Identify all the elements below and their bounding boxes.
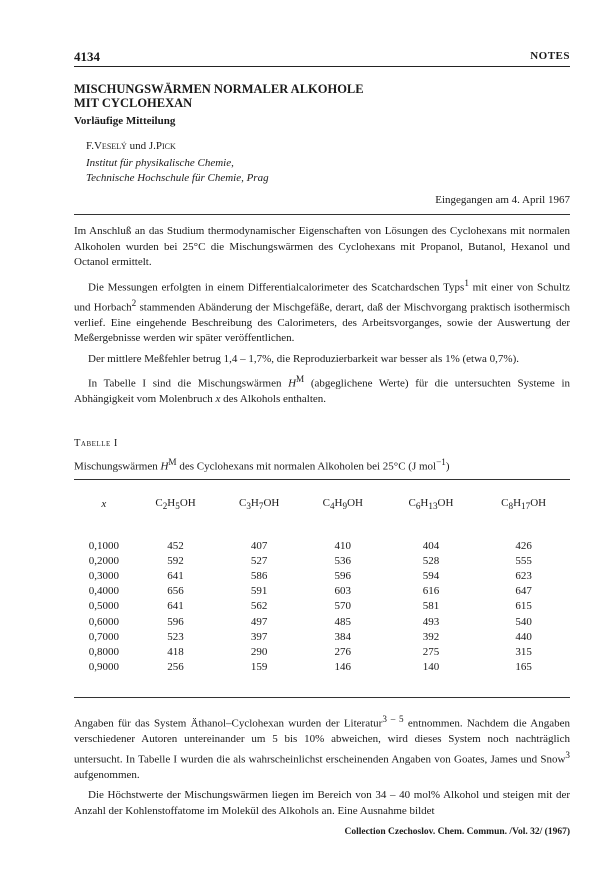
- affiliation-line-2: Technische Hochschule für Chemie, Prag: [86, 172, 269, 184]
- mole-fraction-cell: 0,2000: [88, 554, 119, 567]
- title-line-2: MIT CYCLOHEXAN: [74, 96, 193, 110]
- enthalpy-cell: 404: [422, 539, 440, 552]
- enthalpy-cell: 594: [422, 569, 440, 582]
- enthalpy-cell: 493: [422, 615, 440, 628]
- enthalpy-cell: 641: [167, 569, 184, 582]
- enthalpy-cell: 315: [515, 645, 532, 658]
- enthalpy-cell: 616: [422, 585, 440, 598]
- enthalpy-cell: 555: [515, 554, 532, 567]
- enthalpy-cell: 591: [250, 585, 268, 598]
- reference-marker: 1: [464, 277, 469, 288]
- mole-fraction-cell: 0,7000: [88, 630, 119, 643]
- enthalpy-cell: 276: [334, 645, 352, 658]
- enthalpy-cell: 623: [515, 569, 532, 582]
- table-body: [74, 520, 570, 675]
- column-header-alcohol: $C_3H_7OH$: [239, 496, 280, 512]
- article-title: [74, 82, 364, 110]
- enthalpy-cell: 586: [250, 569, 268, 582]
- mole-fraction-cell: 0,6000: [88, 615, 119, 628]
- paragraph-1: Im Anschluß an das Studium thermodynamischer Eigenschaften von Lösungen des Cyclohexans mit normalen Alkoholen wurden bei 25°C die Mischungswärmen des Cyclohexans mit Propanol, Butanol, Hexanol und Octanol ermittelt.: [74, 225, 570, 268]
- enthalpy-cell: 440: [515, 630, 532, 643]
- table-caption: Mischungswärmen $H^M$ des Cyclohexans mit normalen Alkoholen bei 25°C (J mol$^{-1}$): [74, 457, 450, 473]
- reference-marker: 3: [565, 749, 570, 760]
- table-row: [74, 584, 570, 599]
- table-row: [74, 553, 570, 568]
- page-header: [74, 48, 570, 67]
- enthalpy-cell: 536: [334, 554, 352, 567]
- column-header-alcohol: $C_8H_{17}OH$: [501, 496, 547, 512]
- author-2: J.Pick: [148, 140, 176, 152]
- divider: [74, 214, 570, 215]
- author-1: F.Veselý: [86, 140, 127, 152]
- table-label: Tabelle I: [74, 438, 118, 449]
- paragraph-6: Die Höchstwerte der Mischungswärmen liegen im Bereich von 34 – 40 mol% Alkohol und steigen mit der Anzahl der Kohlenstoffatome im Molekül des Alkohols an. Eine Ausnahme bildet: [74, 789, 570, 817]
- data-table: [74, 488, 570, 675]
- reference-marker: 2: [131, 297, 137, 308]
- table-row: [74, 614, 570, 629]
- enthalpy-cell: 523: [167, 630, 184, 643]
- table-row: [74, 644, 570, 659]
- enthalpy-cell: 452: [167, 539, 184, 552]
- enthalpy-cell: 603: [334, 585, 352, 598]
- enthalpy-cell: 397: [250, 630, 268, 643]
- mole-fraction-cell: 0,4000: [88, 585, 119, 598]
- paragraph-2: Die Messungen erfolgten in einem Differentialcalorimeter des Scatchardschen Typs$^1$ mit einer von Schultz und Horbach$^2$ stammenden Abänderung der Mischgefäße, derart, daß der Mischvorgang praktisch isothermisch verlief. Eine eingehende Beschreibung des Calorimeters, des Arbeitsvorganges, sowie der Auswertung der Meßergebnisse werden wir später veröffentlichen.: [74, 277, 571, 345]
- enthalpy-cell: 418: [167, 645, 184, 658]
- enthalpy-cell: 570: [334, 600, 352, 613]
- paragraph-5: Angaben für das System Äthanol–Cyclohexan wurden der Literatur$^{3 - 5}$ entnommen. Nachdem die Angaben verschiedener Autoren untereinander um 5 bis 10% abweichen, wird dieses System noch nachträglich untersucht. In Tabelle I wurden die als wahrscheinlichst erscheinenden Angaben von Goates, James und Snow$^3$ aufgenommen.: [74, 714, 571, 781]
- enthalpy-cell: 641: [167, 600, 184, 613]
- affiliation: [86, 156, 269, 186]
- enthalpy-cell: 290: [250, 645, 268, 658]
- table-bottom-rule: [74, 697, 570, 698]
- enthalpy-cell: 527: [250, 554, 268, 567]
- enthalpy-cell: 528: [422, 554, 440, 567]
- column-header-alcohol: $C_6H_{13}OH$: [408, 496, 454, 512]
- table-row: [74, 568, 570, 583]
- enthalpy-cell: 165: [515, 661, 532, 674]
- table-row: [74, 629, 570, 644]
- mole-fraction-cell: 0,3000: [88, 569, 119, 582]
- enthalpy-cell: 647: [515, 585, 532, 598]
- enthalpy-cell: 384: [334, 630, 352, 643]
- body-text-bottom: [74, 712, 570, 824]
- page-number: 4134: [74, 49, 100, 64]
- table-top-rule: [74, 479, 570, 480]
- table-header-row: [74, 488, 570, 520]
- enthalpy-cell: 562: [250, 600, 268, 613]
- mole-fraction-cell: 0,9000: [88, 661, 119, 674]
- mole-fraction-cell: 0,8000: [88, 645, 119, 658]
- enthalpy-cell: 485: [334, 615, 352, 628]
- enthalpy-cell: 540: [515, 615, 532, 628]
- enthalpy-cell: 596: [167, 615, 184, 628]
- enthalpy-cell: 275: [422, 645, 440, 658]
- enthalpy-cell: 426: [515, 539, 532, 552]
- column-header-alcohol: $C_2H_5OH$: [155, 496, 196, 512]
- mole-fraction-cell: 0,1000: [88, 539, 119, 552]
- column-header-x: x: [101, 498, 107, 510]
- enthalpy-cell: 581: [422, 600, 440, 613]
- enthalpy-cell: 596: [334, 569, 352, 582]
- enthalpy-cell: 410: [334, 539, 352, 552]
- table-row: [74, 599, 570, 614]
- article-subtitle: Vorläufige Mitteilung: [74, 115, 176, 127]
- paragraph-4: In Tabelle I sind die Mischungswärmen $H^M$ (abgeglichene Werte) für die untersuchten Systeme in Abhängigkeit vom Molenbruch x des Alkohols enthalten.: [74, 374, 570, 406]
- journal-citation: Collection Czechoslov. Chem. Commun. /Vol. 32/ (1967): [344, 827, 570, 837]
- body-text-top: [74, 224, 570, 413]
- enthalpy-cell: 159: [250, 661, 268, 674]
- reference-marker: 3 – 5: [382, 714, 404, 724]
- enthalpy-cell: 615: [515, 600, 532, 613]
- table-row: [74, 520, 570, 553]
- enthalpy-cell: 656: [167, 585, 184, 598]
- mole-fraction-cell: 0,5000: [88, 600, 119, 613]
- authors-conjunction: und: [129, 140, 147, 152]
- title-line-1: MISCHUNGSWÄRMEN NORMALER ALKOHOLE: [74, 82, 364, 96]
- received-date: Eingegangen am 4. April 1967: [435, 194, 570, 206]
- enthalpy-cell: 407: [250, 539, 268, 552]
- enthalpy-cell: 392: [422, 630, 440, 643]
- column-header-alcohol: $C_4H_9OH$: [322, 496, 363, 512]
- paragraph-3: Der mittlere Meßfehler betrug 1,4 – 1,7%, die Reproduzierbarkeit war besser als 1% (etwa 0,7%).: [88, 352, 519, 365]
- affiliation-line-1: Institut für physikalische Chemie,: [86, 157, 234, 169]
- section-label: NOTES: [530, 50, 570, 62]
- table-row: [74, 660, 570, 675]
- enthalpy-cell: 592: [167, 554, 184, 567]
- author-line: [86, 140, 176, 152]
- enthalpy-cell: 140: [422, 661, 440, 674]
- enthalpy-cell: 146: [334, 661, 352, 674]
- enthalpy-cell: 256: [167, 661, 184, 674]
- enthalpy-cell: 497: [250, 615, 268, 628]
